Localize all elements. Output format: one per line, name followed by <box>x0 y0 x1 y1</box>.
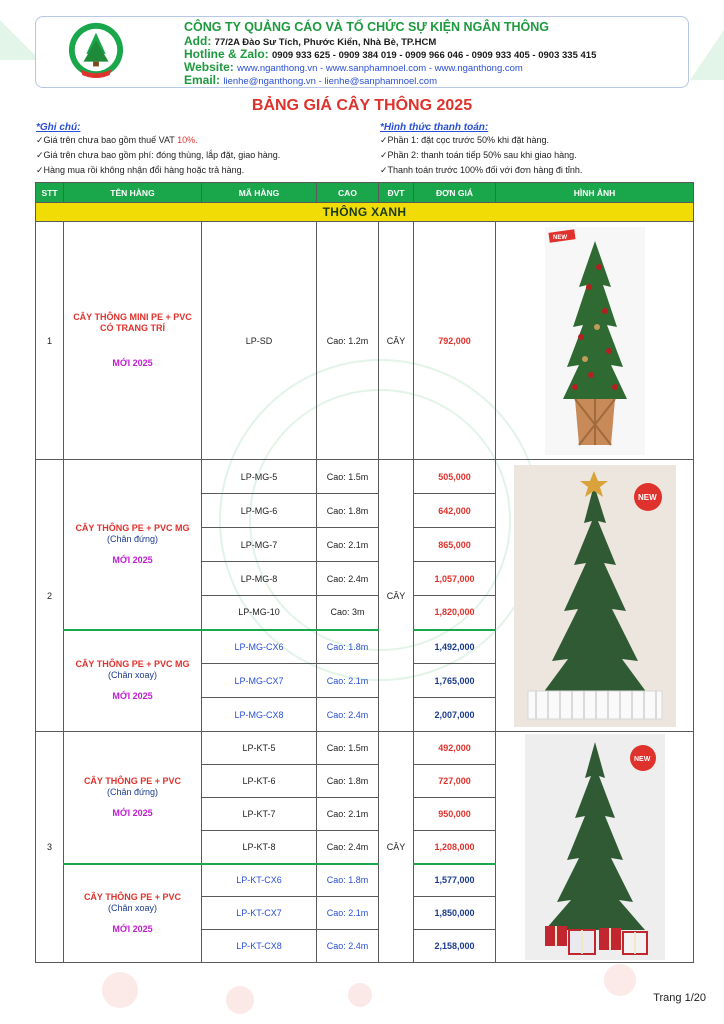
product-name-cell <box>64 864 202 963</box>
product-subtitle: (Chân đứng) <box>106 786 159 797</box>
code-cell: LP-MG-7 <box>202 528 317 562</box>
table-header-row <box>36 183 694 203</box>
product-subtitle: (Chân xoay) <box>107 902 158 913</box>
payment-prepay: ✓Thanh toán trước 100% đối với đơn hàng đi tỉnh. <box>380 165 583 175</box>
code-cell: LP-MG-CX7 <box>202 664 317 698</box>
product-name: CÂY THÔNG PE + PVC MG <box>75 659 190 670</box>
product-name: CÂY THÔNG MINI PE + PVC CÓ TRANG TRÍ <box>73 312 192 333</box>
note-vat-value: 10%. <box>177 135 198 145</box>
product-image-cell <box>496 460 694 732</box>
company-header <box>35 16 689 88</box>
product-name: CÂY THÔNG PE + PVC <box>83 891 182 902</box>
price-cell: 505,000 <box>414 460 496 494</box>
new-2025-label: MỚI 2025 <box>112 358 153 368</box>
height-cell: Cao: 3m <box>317 596 379 630</box>
height-cell: Cao: 2.1m <box>317 897 379 930</box>
price-table <box>35 182 694 963</box>
new-2025-label: MỚI 2025 <box>112 923 153 934</box>
email-link[interactable]: lienhe@nganthong.vn - lienhe@sanphamnoel.com <box>223 76 438 88</box>
code-cell: LP-KT-CX6 <box>202 864 317 897</box>
price-cell: 865,000 <box>414 528 496 562</box>
product-image-cell <box>496 222 694 460</box>
code-cell: LP-MG-5 <box>202 460 317 494</box>
price-cell: 950,000 <box>414 798 496 831</box>
height-cell: Cao: 1.8m <box>317 630 379 664</box>
note-vat-text: ✓Giá trên chưa bao gồm thuế VAT <box>36 135 178 145</box>
price-cell: 1,492,000 <box>414 630 496 664</box>
kt-tree-image <box>525 734 665 960</box>
company-logo <box>67 21 125 79</box>
code-cell: LP-MG-10 <box>202 596 317 630</box>
email-label: Email: <box>184 73 221 88</box>
note-fees: ✓Giá trên chưa bao gồm phí: đóng thùng, lắp đặt, giao hàng. <box>36 150 281 160</box>
price-cell: 1,057,000 <box>414 562 496 596</box>
price-cell: 492,000 <box>414 732 496 765</box>
header-image: HÌNH ẢNH <box>496 183 694 203</box>
price-cell: 642,000 <box>414 494 496 528</box>
hotline: 0909 933 625 - 0909 384 019 - 0909 966 046 - 0909 933 405 - 0903 335 415 <box>272 49 597 61</box>
code-cell: LP-MG-CX6 <box>202 630 317 664</box>
code-cell: LP-KT-8 <box>202 831 317 864</box>
code-cell: LP-KT-CX7 <box>202 897 317 930</box>
code-cell: LP-MG-6 <box>202 494 317 528</box>
group-row <box>36 203 694 222</box>
height-cell: Cao: 2.1m <box>317 664 379 698</box>
stt-cell: 3 <box>36 732 64 963</box>
price-cell: 1,577,000 <box>414 864 496 897</box>
height-cell: Cao: 1.8m <box>317 765 379 798</box>
product-subtitle: (Chân xoay) <box>107 670 158 681</box>
price-cell: 1,765,000 <box>414 664 496 698</box>
table-row <box>36 222 694 460</box>
company-name: CÔNG TY QUẢNG CÁO VÀ TỔ CHỨC SỰ KIỆN NGÂN THÔNG <box>184 20 549 34</box>
height-cell: Cao: 1.2m <box>317 222 379 460</box>
height-cell: Cao: 2.4m <box>317 698 379 732</box>
mg-tree-image <box>514 465 676 727</box>
header-unit: ĐVT <box>379 183 414 203</box>
height-cell: Cao: 2.1m <box>317 798 379 831</box>
price-cell: 2,007,000 <box>414 698 496 732</box>
header-stt: STT <box>36 183 64 203</box>
stt-cell: 2 <box>36 460 64 732</box>
new-2025-label: MỚI 2025 <box>112 554 153 565</box>
product-image-cell <box>496 732 694 963</box>
product-name-cell <box>64 732 202 864</box>
payment-heading: *Hình thức thanh toán: <box>380 122 489 133</box>
code-cell: LP-KT-CX8 <box>202 930 317 963</box>
product-name-cell <box>64 222 202 460</box>
header-code: MÃ HÀNG <box>202 183 317 203</box>
website-link[interactable]: www.nganthong.vn - www.sanphamnoel.com - www.nganthong.com <box>237 63 523 74</box>
new-badge: NEW <box>633 756 650 763</box>
code-cell: LP-MG-8 <box>202 562 317 596</box>
stt-cell: 1 <box>36 222 64 460</box>
code-cell: LP-KT-5 <box>202 732 317 765</box>
product-subtitle: (Chân đứng) <box>106 533 159 544</box>
page-number: Trang 1/20 <box>653 992 706 1004</box>
address-label: Add: <box>184 33 212 48</box>
header-price: ĐƠN GIÁ <box>414 183 496 203</box>
notes-heading: *Ghi chú: <box>36 122 81 133</box>
height-cell: Cao: 1.5m <box>317 460 379 494</box>
height-cell: Cao: 1.8m <box>317 494 379 528</box>
price-cell: 1,820,000 <box>414 596 496 630</box>
product-name: CÂY THÔNG PE + PVC MG <box>75 522 190 533</box>
new-badge: NEW <box>552 234 567 241</box>
notes-section <box>36 122 280 178</box>
new-badge: NEW <box>637 492 657 502</box>
height-cell: Cao: 1.5m <box>317 732 379 765</box>
product-name: CÂY THÔNG PE + PVC <box>83 775 182 786</box>
code-cell: LP-SD <box>202 222 317 460</box>
height-cell: Cao: 2.4m <box>317 930 379 963</box>
price-cell: 1,208,000 <box>414 831 496 864</box>
price-cell: 727,000 <box>414 765 496 798</box>
unit-cell: CÂY <box>379 222 414 460</box>
price-cell: 2,158,000 <box>414 930 496 963</box>
code-cell: LP-KT-6 <box>202 765 317 798</box>
header-height: CAO <box>317 183 379 203</box>
price-cell: 1,850,000 <box>414 897 496 930</box>
height-cell: Cao: 2.4m <box>317 562 379 596</box>
website-label: Website: <box>184 60 234 74</box>
height-cell: Cao: 2.1m <box>317 528 379 562</box>
unit-cell: CÂY <box>379 732 414 963</box>
code-cell: LP-KT-7 <box>202 798 317 831</box>
height-cell: Cao: 1.8m <box>317 864 379 897</box>
new-2025-label: MỚI 2025 <box>112 807 153 818</box>
payment-part2: ✓Phần 2: thanh toán tiếp 50% sau khi giao hàng. <box>380 150 577 160</box>
header-name: TÊN HÀNG <box>64 183 202 203</box>
price-cell: 792,000 <box>414 222 496 460</box>
table-row <box>36 460 694 494</box>
note-returns: ✓Hàng mua rồi không nhận đổi hàng hoặc trả hàng. <box>36 165 245 175</box>
code-cell: LP-MG-CX8 <box>202 698 317 732</box>
product-name-cell <box>64 460 202 630</box>
address: 77/2A Đào Sư Tích, Phước Kiển, Nhà Bè, TP.HCM <box>214 36 437 48</box>
payment-section <box>380 122 582 178</box>
payment-part1: ✓Phần 1: đặt cọc trước 50% khi đặt hàng. <box>380 135 550 145</box>
product-name-cell <box>64 630 202 732</box>
mini-tree-image <box>545 227 645 455</box>
table-row <box>36 732 694 765</box>
group-title: THÔNG XANH <box>36 203 694 222</box>
hotline-label: Hotline & Zalo: <box>184 46 269 61</box>
new-2025-label: MỚI 2025 <box>112 691 153 702</box>
height-cell: Cao: 2.4m <box>317 831 379 864</box>
page-title: BẢNG GIÁ CÂY THÔNG 2025 <box>251 97 473 114</box>
unit-cell: CÂY <box>379 460 414 732</box>
